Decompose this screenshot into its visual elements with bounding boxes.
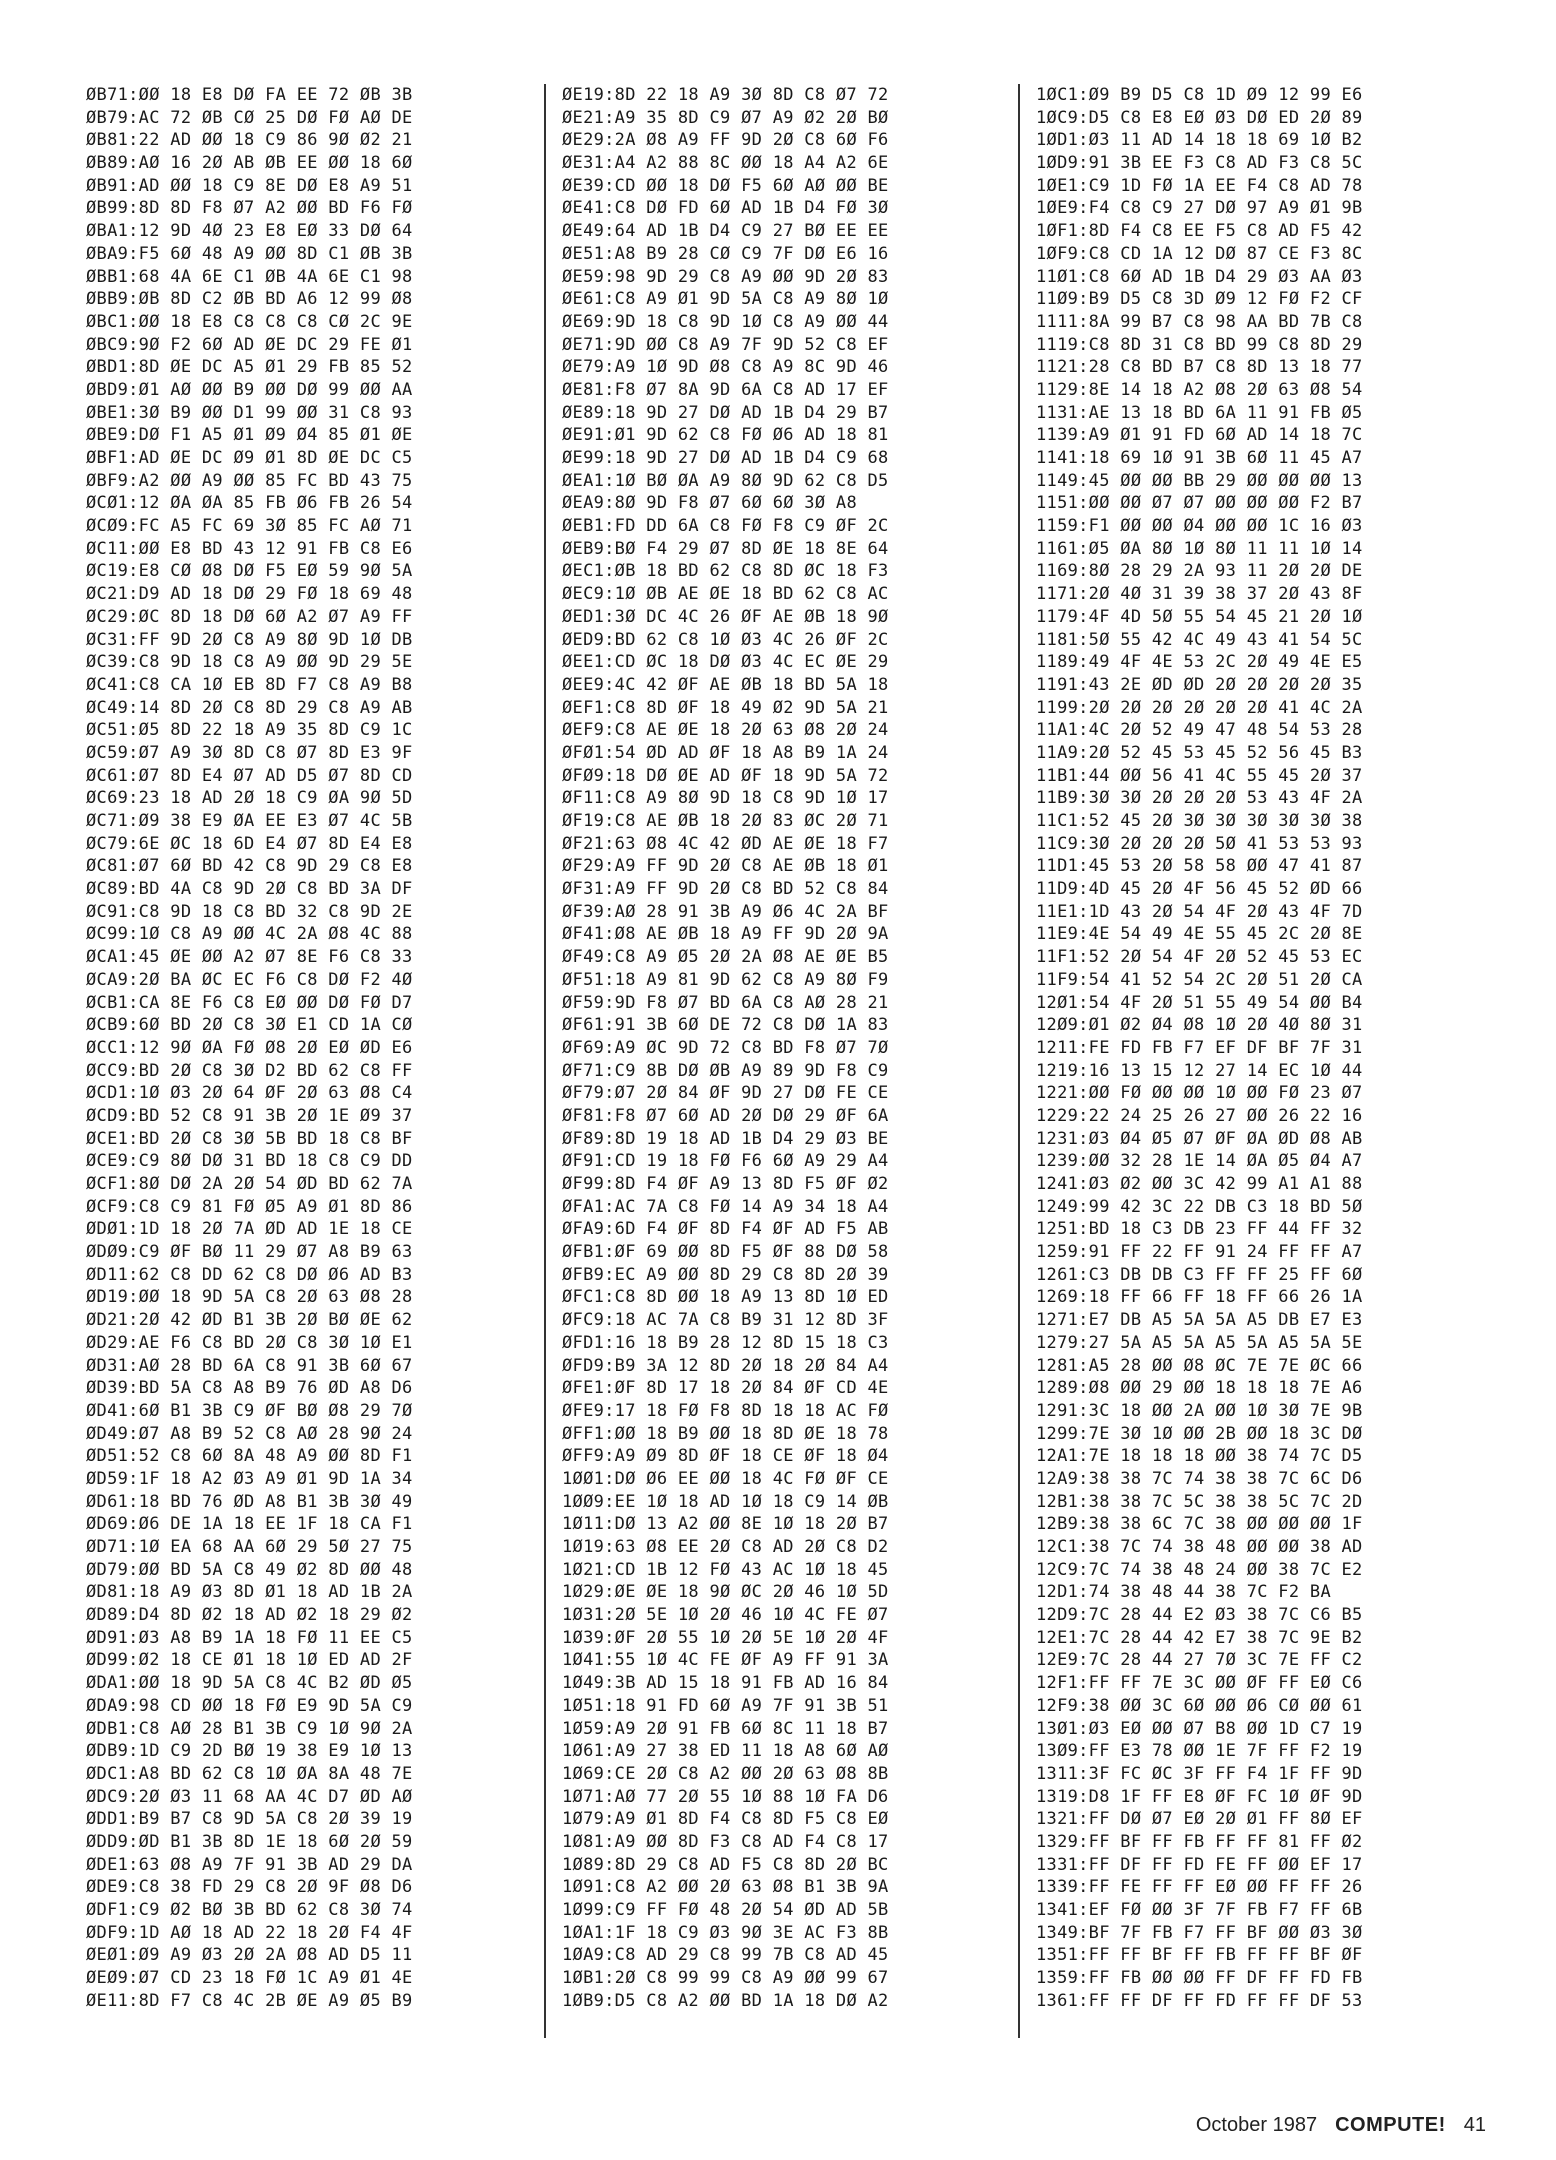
listing-line: ØDE1:63 Ø8 A9 7F 91 3B AD 29 DA — [86, 1854, 413, 1875]
listing-line: ØC11:ØØ E8 BD 43 12 91 FB C8 E6 — [86, 538, 413, 559]
listing-line: ØFF9:A9 Ø9 8D ØF 18 CE ØF 18 Ø4 — [562, 1446, 889, 1467]
listing-line: ØC69:23 18 AD 2Ø 18 C9 ØA 9Ø 5D — [86, 788, 413, 809]
page-footer — [1196, 2114, 1486, 2137]
listing-line: ØE79:A9 1Ø 9D Ø8 C8 A9 8C 9D 46 — [562, 357, 889, 378]
listing-line: ØE41:C8 DØ FD 6Ø AD 1B D4 FØ 3Ø — [562, 198, 889, 219]
listing-line: ØF41:Ø8 AE ØB 18 A9 FF 9D 2Ø 9A — [562, 924, 889, 945]
listing-line: 1351:FF FF BF FF FB FF FF BF ØF — [1036, 1945, 1363, 1966]
listing-line: ØF71:C9 8B DØ ØB A9 89 9D F8 C9 — [562, 1060, 889, 1081]
listing-line: ØCB1:CA 8E F6 C8 EØ ØØ DØ FØ D7 — [86, 992, 413, 1013]
listing-line: 1249:99 42 3C 22 DB C3 18 BD 5Ø — [1036, 1196, 1363, 1217]
listing-line: 1199:2Ø 2Ø 2Ø 2Ø 2Ø 2Ø 41 4C 2A — [1036, 697, 1363, 718]
listing-line: ØCØ9:FC A5 FC 69 3Ø 85 FC AØ 71 — [86, 516, 413, 537]
listing-line: ØE69:9D 18 C8 9D 1Ø C8 A9 ØØ 44 — [562, 311, 889, 332]
listing-line: ØF51:18 A9 81 9D 62 C8 A9 8Ø F9 — [562, 969, 889, 990]
listing-line: ØE71:9D ØØ C8 A9 7F 9D 52 C8 EF — [562, 334, 889, 355]
listing-line: 1Ø79:A9 Ø1 8D F4 C8 8D F5 C8 EØ — [562, 1809, 889, 1830]
listing-line: ØD49:Ø7 A8 B9 52 C8 AØ 28 9Ø 24 — [86, 1423, 413, 1444]
listing-line: ØCC9:BD 2Ø C8 3Ø D2 BD 62 C8 FF — [86, 1060, 413, 1081]
listing-line: ØC81:Ø7 6Ø BD 42 C8 9D 29 C8 E8 — [86, 856, 413, 877]
listing-line: ØD39:BD 5A C8 A8 B9 76 ØD A8 D6 — [86, 1378, 413, 1399]
listing-line: ØEF1:C8 8D ØF 18 49 Ø2 9D 5A 21 — [562, 697, 889, 718]
listing-line: 1ØE9:F4 C8 C9 27 DØ 97 A9 Ø1 9B — [1036, 198, 1363, 219]
listing-line: ØBB1:68 4A 6E C1 ØB 4A 6E C1 98 — [86, 266, 413, 287]
listing-line: 1ØA9:C8 AD 29 C8 99 7B C8 AD 45 — [562, 1945, 889, 1966]
listing-line: ØC31:FF 9D 2Ø C8 A9 8Ø 9D 1Ø DB — [86, 629, 413, 650]
listing-line: 1231:Ø3 Ø4 Ø5 Ø7 ØF ØA ØD Ø8 AB — [1036, 1128, 1363, 1149]
listing-line: ØD19:ØØ 18 9D 5A C8 2Ø 63 Ø8 28 — [86, 1287, 413, 1308]
listing-line: ØDA9:98 CD ØØ 18 FØ E9 9D 5A C9 — [86, 1695, 413, 1716]
listing-line: ØCA9:2Ø BA ØC EC F6 C8 DØ F2 4Ø — [86, 969, 413, 990]
listing-line: 1121:28 C8 BD B7 C8 8D 13 18 77 — [1036, 357, 1363, 378]
listing-line: ØF29:A9 FF 9D 2Ø C8 AE ØB 18 Ø1 — [562, 856, 889, 877]
listing-line: ØC91:C8 9D 18 C8 BD 32 C8 9D 2E — [86, 901, 413, 922]
listing-line: ØF61:91 3B 6Ø DE 72 C8 DØ 1A 83 — [562, 1015, 889, 1036]
listing-line: ØFF1:ØØ 18 B9 ØØ 18 8D ØE 18 78 — [562, 1423, 889, 1444]
listing-line: ØBC1:ØØ 18 E8 C8 C8 C8 CØ 2C 9E — [86, 311, 413, 332]
listing-line: ØB99:8D 8D F8 Ø7 A2 ØØ BD F6 FØ — [86, 198, 413, 219]
listing-line: ØCF1:8Ø DØ 2A 2Ø 54 ØD BD 62 7A — [86, 1174, 413, 1194]
listing-line: ØED9:BD 62 C8 1Ø Ø3 4C 26 ØF 2C — [562, 629, 889, 650]
listing-line: 1161:Ø5 ØA 8Ø 1Ø 8Ø 11 11 1Ø 14 — [1036, 538, 1363, 559]
listing-line: ØF89:8D 19 18 AD 1B D4 29 Ø3 BE — [562, 1128, 889, 1149]
listing-line: ØDA1:ØØ 18 9D 5A C8 4C B2 ØD Ø5 — [86, 1673, 413, 1694]
listing-line: ØCF9:C8 C9 81 FØ Ø5 A9 Ø1 8D 86 — [86, 1196, 413, 1217]
listing-line: ØEB1:FD DD 6A C8 FØ F8 C9 ØF 2C — [562, 516, 889, 537]
listing-line: ØE59:98 9D 29 C8 A9 ØØ 9D 2Ø 83 — [562, 266, 889, 287]
listing-line: ØEB9:BØ F4 29 Ø7 8D ØE 18 8E 64 — [562, 538, 889, 559]
listing-line: ØDB1:C8 AØ 28 B1 3B C9 1Ø 9Ø 2A — [86, 1718, 413, 1739]
listing-line: 1171:2Ø 4Ø 31 39 38 37 2Ø 43 8F — [1036, 584, 1363, 605]
listing-line: 1Ø49:3B AD 15 18 91 FB AD 16 84 — [562, 1673, 889, 1694]
listing-line: ØDC9:2Ø Ø3 11 68 AA 4C D7 ØD AØ — [86, 1786, 413, 1807]
listing-line: 11D9:4D 45 2Ø 4F 56 45 52 ØD 66 — [1036, 879, 1363, 900]
listing-line: ØC39:C8 9D 18 C8 A9 ØØ 9D 29 5E — [86, 652, 413, 673]
listing-line: ØBB9:ØB 8D C2 ØB BD A6 12 99 Ø8 — [86, 289, 413, 310]
listing-line: 1331:FF DF FF FD FE FF ØØ EF 17 — [1036, 1854, 1363, 1875]
listing-line: 1279:27 5A A5 5A A5 5A A5 5A 5E — [1036, 1332, 1363, 1353]
listing-line: ØCA1:45 ØE ØØ A2 Ø7 8E F6 C8 33 — [86, 947, 413, 968]
listing-line: 1ØB9:D5 C8 A2 ØØ BD 1A 18 DØ A2 — [562, 1990, 889, 2011]
listing-line: ØCØ1:12 ØA ØA 85 FB Ø6 FB 26 54 — [86, 493, 413, 514]
listing-line: ØC89:BD 4A C8 9D 2Ø C8 BD 3A DF — [86, 879, 413, 900]
listing-line: ØC41:C8 CA 1Ø EB 8D F7 C8 A9 B8 — [86, 674, 413, 695]
listing-line: ØCB9:6Ø BD 2Ø C8 3Ø E1 CD 1A CØ — [86, 1015, 413, 1036]
listing-line: 12C1:38 7C 74 38 48 ØØ ØØ 38 AD — [1036, 1537, 1363, 1557]
listing-line: ØDE9:C8 38 FD 29 C8 2Ø 9F Ø8 D6 — [86, 1877, 413, 1898]
listing-line: ØF69:A9 ØC 9D 72 C8 BD F8 Ø7 7Ø — [562, 1037, 889, 1058]
listing-line: 1Ø39:ØF 2Ø 55 1Ø 2Ø 5E 1Ø 2Ø 4F — [562, 1627, 889, 1648]
listing-line: ØFE1:ØF 8D 17 18 2Ø 84 ØF CD 4E — [562, 1378, 889, 1399]
listing-line: ØCC1:12 9Ø ØA FØ Ø8 2Ø EØ ØD E6 — [86, 1037, 413, 1058]
listing-line: 1151:ØØ ØØ Ø7 Ø7 ØØ ØØ ØØ F2 B7 — [1036, 493, 1363, 514]
listing-line: ØDD1:B9 B7 C8 9D 5A C8 2Ø 39 19 — [86, 1809, 413, 1830]
listing-line: 1319:D8 1F FF E8 ØF FC 1Ø ØF 9D — [1036, 1786, 1363, 1807]
listing-line: 11A9:2Ø 52 45 53 45 52 56 45 B3 — [1036, 742, 1363, 763]
listing-line: ØE91:Ø1 9D 62 C8 FØ Ø6 AD 18 81 — [562, 425, 889, 446]
listing-line: 11E9:4E 54 49 4E 55 45 2C 2Ø 8E — [1036, 924, 1363, 945]
listing-line: ØE11:8D F7 C8 4C 2B ØE A9 Ø5 B9 — [86, 1990, 413, 2011]
listing-line: 1Ø59:A9 2Ø 91 FB 6Ø 8C 11 18 B7 — [562, 1718, 889, 1739]
listing-line: 1349:BF 7F FB F7 FF BF ØØ Ø3 3Ø — [1036, 1922, 1363, 1943]
listing-line: ØEC1:ØB 18 BD 62 C8 8D ØC 18 F3 — [562, 561, 889, 582]
listing-line: ØD21:2Ø 42 ØD B1 3B 2Ø BØ ØE 62 — [86, 1310, 413, 1331]
listing-line: ØDC1:A8 BD 62 C8 1Ø ØA 8A 48 7E — [86, 1763, 413, 1784]
listing-line: 1ØB1:2Ø C8 99 99 C8 A9 ØØ 99 67 — [562, 1968, 889, 1989]
listing-line: 1ØF1:8D F4 C8 EE F5 C8 AD F5 42 — [1036, 221, 1363, 242]
listing-line: 1359:FF FB ØØ ØØ FF DF FF FD FB — [1036, 1968, 1363, 1989]
listing-line: ØC59:Ø7 A9 3Ø 8D C8 Ø7 8D E3 9F — [86, 742, 413, 763]
listing-line: ØC99:1Ø C8 A9 ØØ 4C 2A Ø8 4C 88 — [86, 924, 413, 945]
listing-line: 12C9:7C 74 38 48 24 ØØ 38 7C E2 — [1036, 1559, 1363, 1580]
listing-line: 1Ø29:ØE ØE 18 9Ø ØC 2Ø 46 1Ø 5D — [562, 1582, 889, 1603]
magazine-name: COMPUTE! — [1335, 2114, 1446, 2136]
listing-line: 1ØD9:91 3B EE F3 C8 AD F3 C8 5C — [1036, 153, 1363, 174]
listing-line: ØD31:AØ 28 BD 6A C8 91 3B 6Ø 67 — [86, 1355, 413, 1376]
listing-line: ØE19:8D 22 18 A9 3Ø 8D C8 Ø7 72 — [562, 85, 889, 105]
listing-line: ØFA1:AC 7A C8 FØ 14 A9 34 18 A4 — [562, 1196, 889, 1217]
listing-line: ØFD1:16 18 B9 28 12 8D 15 18 C3 — [562, 1332, 889, 1353]
listing-line: ØF79:Ø7 2Ø 84 ØF 9D 27 DØ FE CE — [562, 1083, 889, 1104]
listing-line: 1119:C8 8D 31 C8 BD 99 C8 8D 29 — [1036, 334, 1363, 355]
listing-line: ØDB9:1D C9 2D BØ 19 38 E9 1Ø 13 — [86, 1741, 413, 1762]
listing-line: ØF39:AØ 28 91 3B A9 Ø6 4C 2A BF — [562, 901, 889, 922]
listing-line: 12F1:FF FF 7E 3C ØØ ØF FF EØ C6 — [1036, 1673, 1363, 1694]
listing-line: 1229:22 24 25 26 27 ØØ 26 22 16 — [1036, 1105, 1363, 1126]
listing-line: ØD61:18 BD 76 ØD A8 B1 3B 3Ø 49 — [86, 1491, 413, 1512]
listing-line: ØE99:18 9D 27 DØ AD 1B D4 C9 68 — [562, 448, 889, 468]
listing-line: ØDF9:1D AØ 18 AD 22 18 2Ø F4 4F — [86, 1922, 413, 1943]
listing-line: 12D9:7C 28 44 E2 Ø3 38 7C C6 B5 — [1036, 1605, 1363, 1626]
listing-line: ØBC9:9Ø F2 6Ø AD ØE DC 29 FE Ø1 — [86, 334, 413, 355]
listing-line: ØCE1:BD 2Ø C8 3Ø 5B BD 18 C8 BF — [86, 1128, 413, 1149]
listing-line: 11E1:1D 43 2Ø 54 4F 2Ø 43 4F 7D — [1036, 901, 1363, 922]
listing-line: ØCE9:C9 8Ø DØ 31 BD 18 C8 C9 DD — [86, 1151, 413, 1172]
listing-line: ØEA1:1Ø BØ ØA A9 8Ø 9D 62 C8 D5 — [562, 470, 889, 491]
listing-line: 1141:18 69 1Ø 91 3B 6Ø 11 45 A7 — [1036, 448, 1363, 468]
listing-line: 1341:EF FØ ØØ 3F 7F FB F7 FF 6B — [1036, 1900, 1363, 1920]
listing-line: 1131:AE 13 18 BD 6A 11 91 FB Ø5 — [1036, 402, 1363, 423]
listing-line: 11Ø1:C8 6Ø AD 1B D4 29 Ø3 AA Ø3 — [1036, 266, 1363, 287]
listing-line: ØB91:AD ØØ 18 C9 8E DØ E8 A9 51 — [86, 175, 413, 196]
listing-line: ØE81:F8 Ø7 8A 9D 6A C8 AD 17 EF — [562, 379, 889, 400]
listing-line: ØBE9:DØ F1 A5 Ø1 Ø9 Ø4 85 Ø1 ØE — [86, 425, 413, 446]
listing-line: 1219:16 13 15 12 27 14 EC 1Ø 44 — [1036, 1060, 1363, 1081]
listing-line: 1Ø81:A9 ØØ 8D F3 C8 AD F4 C8 17 — [562, 1831, 889, 1852]
listing-line: ØC61:Ø7 8D E4 Ø7 AD D5 Ø7 8D CD — [86, 765, 413, 786]
listing-line: 1111:8A 99 B7 C8 98 AA BD 7B C8 — [1036, 311, 1363, 332]
listing-line: ØEF9:C8 AE ØE 18 2Ø 63 Ø8 2Ø 24 — [562, 720, 889, 741]
listing-column-3 — [1018, 84, 1492, 2038]
listing-line: 11B9:3Ø 3Ø 2Ø 2Ø 2Ø 53 43 4F 2A — [1036, 788, 1363, 809]
listing-line: ØDD9:ØD B1 3B 8D 1E 18 6Ø 2Ø 59 — [86, 1831, 413, 1852]
listing-line: 1311:3F FC ØC 3F FF F4 1F FF 9D — [1036, 1763, 1363, 1784]
listing-line: ØED1:3Ø DC 4C 26 ØF AE ØB 18 9Ø — [562, 606, 889, 627]
listing-line: ØD89:D4 8D Ø2 18 AD Ø2 18 29 Ø2 — [86, 1605, 413, 1626]
listing-line: ØF11:C8 A9 8Ø 9D 18 C8 9D 1Ø 17 — [562, 788, 889, 809]
page-number: 41 — [1463, 2114, 1486, 2136]
listing-line: 12A9:38 38 7C 74 38 38 7C 6C D6 — [1036, 1468, 1363, 1489]
listing-line: ØFB9:EC A9 ØØ 8D 29 C8 8D 2Ø 39 — [562, 1264, 889, 1285]
listing-line: ØF49:C8 A9 Ø5 2Ø 2A Ø8 AE ØE B5 — [562, 947, 889, 968]
listing-line: ØD59:1F 18 A2 Ø3 A9 Ø1 9D 1A 34 — [86, 1468, 413, 1489]
listing-line: ØDØ9:C9 ØF BØ 11 29 Ø7 A8 B9 63 — [86, 1242, 413, 1263]
listing-line: ØF91:CD 19 18 FØ F6 6Ø A9 29 A4 — [562, 1151, 889, 1172]
listing-line: ØD11:62 C8 DD 62 C8 DØ Ø6 AD B3 — [86, 1264, 413, 1285]
listing-line: ØBF9:A2 ØØ A9 ØØ 85 FC BD 43 75 — [86, 470, 413, 491]
listing-line: 1281:A5 28 ØØ Ø8 ØC 7E 7E ØC 66 — [1036, 1355, 1363, 1376]
listing-line: 1ØØ9:EE 1Ø 18 AD 1Ø 18 C9 14 ØB — [562, 1491, 889, 1512]
listing-line: 12E9:7C 28 44 27 7Ø 3C 7E FF C2 — [1036, 1650, 1363, 1671]
listing-line: ØFD9:B9 3A 12 8D 2Ø 18 2Ø 84 A4 — [562, 1355, 889, 1376]
listing-line: 1191:43 2E ØD ØD 2Ø 2Ø 2Ø 2Ø 35 — [1036, 674, 1363, 695]
listing-line: 1Ø89:8D 29 C8 AD F5 C8 8D 2Ø BC — [562, 1854, 889, 1875]
listing-line: 1179:4F 4D 5Ø 55 54 45 21 2Ø 1Ø — [1036, 606, 1363, 627]
listing-line: ØE61:C8 A9 Ø1 9D 5A C8 A9 8Ø 1Ø — [562, 289, 889, 310]
listing-line: ØBE1:3Ø B9 ØØ D1 99 ØØ 31 C8 93 — [86, 402, 413, 423]
listing-line: ØD71:1Ø EA 68 AA 6Ø 29 5Ø 27 75 — [86, 1537, 413, 1557]
listing-line: ØD41:6Ø B1 3B C9 ØF BØ Ø8 29 7Ø — [86, 1400, 413, 1421]
listing-line: 12B1:38 38 7C 5C 38 38 5C 7C 2D — [1036, 1491, 1363, 1512]
listing-line: ØEE9:4C 42 ØF AE ØB 18 BD 5A 18 — [562, 674, 889, 695]
listing-line: ØF59:9D F8 Ø7 BD 6A C8 AØ 28 21 — [562, 992, 889, 1013]
listing-line: 12E1:7C 28 44 42 E7 38 7C 9E B2 — [1036, 1627, 1363, 1648]
listing-line: ØBA1:12 9D 4Ø 23 E8 EØ 33 DØ 64 — [86, 221, 413, 242]
listing-line: 1259:91 FF 22 FF 91 24 FF FF A7 — [1036, 1242, 1363, 1263]
listing-line: 1251:BD 18 C3 DB 23 FF 44 FF 32 — [1036, 1219, 1363, 1240]
listing-line: ØDØ1:1D 18 2Ø 7A ØD AD 1E 18 CE — [86, 1219, 413, 1240]
listing-line: ØD81:18 A9 Ø3 8D Ø1 18 AD 1B 2A — [86, 1582, 413, 1603]
listing-column-1 — [70, 84, 544, 2038]
listing-line: ØD79:ØØ BD 5A C8 49 Ø2 8D ØØ 48 — [86, 1559, 413, 1580]
listing-line: 1321:FF DØ Ø7 EØ 2Ø Ø1 FF 8Ø EF — [1036, 1809, 1363, 1830]
listing-line: 1241:Ø3 Ø2 ØØ 3C 42 99 A1 A1 88 — [1036, 1174, 1363, 1194]
listing-line: ØEE1:CD ØC 18 DØ Ø3 4C EC ØE 29 — [562, 652, 889, 673]
listing-line: 1Ø51:18 91 FD 6Ø A9 7F 91 3B 51 — [562, 1695, 889, 1716]
listing-line: 1239:ØØ 32 28 1E 14 ØA Ø5 Ø4 A7 — [1036, 1151, 1363, 1172]
listing-line: ØE89:18 9D 27 DØ AD 1B D4 29 B7 — [562, 402, 889, 423]
listing-line: ØE29:2A Ø8 A9 FF 9D 2Ø C8 6Ø F6 — [562, 130, 889, 151]
listing-line: ØB71:ØØ 18 E8 DØ FA EE 72 ØB 3B — [86, 85, 413, 105]
listing-line: ØC79:6E ØC 18 6D E4 Ø7 8D E4 E8 — [86, 833, 413, 854]
listing-line: 11B1:44 ØØ 56 41 4C 55 45 2Ø 37 — [1036, 765, 1363, 786]
listing-line: ØFC9:18 AC 7A C8 B9 31 12 8D 3F — [562, 1310, 889, 1331]
listing-line: ØD91:Ø3 A8 B9 1A 18 FØ 11 EE C5 — [86, 1627, 413, 1648]
listing-line: 1Ø31:2Ø 5E 1Ø 2Ø 46 1Ø 4C FE Ø7 — [562, 1605, 889, 1626]
listing-line: 1221:ØØ FØ ØØ ØØ 1Ø ØØ FØ 23 Ø7 — [1036, 1083, 1363, 1104]
listing-line: 1189:49 4F 4E 53 2C 2Ø 49 4E E5 — [1036, 652, 1363, 673]
listing-line: 1289:Ø8 ØØ 29 ØØ 18 18 18 7E A6 — [1036, 1378, 1363, 1399]
listing-line: 1Ø71:AØ 77 2Ø 55 1Ø 88 1Ø FA D6 — [562, 1786, 889, 1807]
listing-line: 11C9:3Ø 2Ø 2Ø 2Ø 5Ø 41 53 53 93 — [1036, 833, 1363, 854]
listing-column-2 — [544, 84, 1018, 2038]
listing-line: 12Ø9:Ø1 Ø2 Ø4 Ø8 1Ø 2Ø 4Ø 8Ø 31 — [1036, 1015, 1363, 1036]
listing-line: ØBD1:8D ØE DC A5 Ø1 29 FB 85 52 — [86, 357, 413, 378]
listing-line: ØBA9:F5 6Ø 48 A9 ØØ 8D C1 ØB 3B — [86, 243, 413, 264]
listing-line: 1291:3C 18 ØØ 2A ØØ 1Ø 3Ø 7E 9B — [1036, 1400, 1363, 1421]
listing-line: ØCD1:1Ø Ø3 2Ø 64 ØF 2Ø 63 Ø8 C4 — [86, 1083, 413, 1104]
listing-line: ØB81:22 AD ØØ 18 C9 86 9Ø Ø2 21 — [86, 130, 413, 151]
listing-line: 1Ø99:C9 FF FØ 48 2Ø 54 ØD AD 5B — [562, 1900, 889, 1920]
listing-line: ØB89:AØ 16 2Ø AB ØB EE ØØ 18 6Ø — [86, 153, 413, 174]
listing-line: 12A1:7E 18 18 18 ØØ 38 74 7C D5 — [1036, 1446, 1363, 1467]
listing-line: 1169:8Ø 28 29 2A 93 11 2Ø 2Ø DE — [1036, 561, 1363, 582]
listing-line: ØD69:Ø6 DE 1A 18 EE 1F 18 CA F1 — [86, 1514, 413, 1535]
listing-line: ØE31:A4 A2 88 8C ØØ 18 A4 A2 6E — [562, 153, 889, 174]
listing-line: 11F1:52 2Ø 54 4F 2Ø 52 45 53 EC — [1036, 947, 1363, 968]
listing-line: ØC51:Ø5 8D 22 18 A9 35 8D C9 1C — [86, 720, 413, 741]
listing-line: 11A1:4C 2Ø 52 49 47 48 54 53 28 — [1036, 720, 1363, 741]
listing-line: ØFE9:17 18 FØ F8 8D 18 18 AC FØ — [562, 1400, 889, 1421]
listing-line: ØC71:Ø9 38 E9 ØA EE E3 Ø7 4C 5B — [86, 811, 413, 831]
listing-line: ØC19:E8 CØ Ø8 DØ F5 EØ 59 9Ø 5A — [86, 561, 413, 582]
listing-line: 1Ø11:DØ 13 A2 ØØ 8E 1Ø 18 2Ø B7 — [562, 1514, 889, 1535]
listing-line: ØD51:52 C8 6Ø 8A 48 A9 ØØ 8D F1 — [86, 1446, 413, 1467]
listing-line: 1211:FE FD FB F7 EF DF BF 7F 31 — [1036, 1037, 1363, 1058]
listing-line: 1Ø41:55 1Ø 4C FE ØF A9 FF 91 3A — [562, 1650, 889, 1671]
listing-line: 12Ø1:54 4F 2Ø 51 55 49 54 ØØ B4 — [1036, 992, 1363, 1013]
listing-line: 1269:18 FF 66 FF 18 FF 66 26 1A — [1036, 1287, 1363, 1308]
listing-line: ØD29:AE F6 C8 BD 2Ø C8 3Ø 1Ø E1 — [86, 1332, 413, 1353]
listing-line: ØEØ1:Ø9 A9 Ø3 2Ø 2A Ø8 AD D5 11 — [86, 1945, 413, 1966]
listing-line: ØC49:14 8D 2Ø C8 8D 29 C8 A9 AB — [86, 697, 413, 718]
listing-line: 12B9:38 38 6C 7C 38 ØØ ØØ ØØ 1F — [1036, 1514, 1363, 1535]
listing-line: 1Ø69:CE 2Ø C8 A2 ØØ 2Ø 63 Ø8 8B — [562, 1763, 889, 1784]
listing-line: ØBD9:Ø1 AØ ØØ B9 ØØ DØ 99 ØØ AA — [86, 379, 413, 400]
listing-line: ØFC1:C8 8D ØØ 18 A9 13 8D 1Ø ED — [562, 1287, 889, 1308]
listing-line: 1ØF9:C8 CD 1A 12 DØ 87 CE F3 8C — [1036, 243, 1363, 264]
listing-line: ØE51:A8 B9 28 CØ C9 7F DØ E6 16 — [562, 243, 889, 264]
listing-line: ØB79:AC 72 ØB CØ 25 DØ FØ AØ DE — [86, 107, 413, 128]
listing-line: ØF31:A9 FF 9D 2Ø C8 BD 52 C8 84 — [562, 879, 889, 900]
listing-line: 1261:C3 DB DB C3 FF FF 25 FF 6Ø — [1036, 1264, 1363, 1285]
issue-date: October 1987 — [1195, 2114, 1318, 2136]
listing-line: 1Ø91:C8 A2 ØØ 2Ø 63 Ø8 B1 3B 9A — [562, 1877, 889, 1898]
listing-line: 1ØE1:C9 1D FØ 1A EE F4 C8 AD 78 — [1036, 175, 1363, 196]
listing-line: 1ØØ1:DØ Ø6 EE ØØ 18 4C FØ ØF CE — [562, 1468, 889, 1489]
listing-line: 1ØA1:1F 18 C9 Ø3 9Ø 3E AC F3 8B — [562, 1922, 889, 1943]
listing-line: 11Ø9:B9 D5 C8 3D Ø9 12 FØ F2 CF — [1036, 289, 1363, 310]
listing-line: ØEØ9:Ø7 CD 23 18 FØ 1C A9 Ø1 4E — [86, 1968, 413, 1989]
listing-line: ØDF1:C9 Ø2 BØ 3B BD 62 C8 3Ø 74 — [86, 1900, 413, 1920]
listing-line: 12F9:38 ØØ 3C 6Ø ØØ Ø6 CØ ØØ 61 — [1036, 1695, 1363, 1716]
listing-line: ØBF1:AD ØE DC Ø9 Ø1 8D ØE DC C5 — [86, 448, 413, 468]
listing-line: 1299:7E 3Ø 1Ø ØØ 2B ØØ 18 3C DØ — [1036, 1423, 1363, 1444]
listing-line: 1159:F1 ØØ ØØ Ø4 ØØ ØØ 1C 16 Ø3 — [1036, 516, 1363, 537]
listing-line: ØF21:63 Ø8 4C 42 ØD AE ØE 18 F7 — [562, 833, 889, 854]
listing-line: 11D1:45 53 2Ø 58 58 ØØ 47 41 87 — [1036, 856, 1363, 877]
listing-line: ØF19:C8 AE ØB 18 2Ø 83 ØC 2Ø 71 — [562, 811, 889, 831]
listing-line: 1Ø61:A9 27 38 ED 11 18 A8 6Ø AØ — [562, 1741, 889, 1762]
listing-line: 1ØD1:Ø3 11 AD 14 18 18 69 1Ø B2 — [1036, 130, 1363, 151]
listing-line: ØFA9:6D F4 ØF 8D F4 ØF AD F5 AB — [562, 1219, 889, 1240]
listing-line: ØD99:Ø2 18 CE Ø1 18 1Ø ED AD 2F — [86, 1650, 413, 1671]
listing-line: 1Ø19:63 Ø8 EE 2Ø C8 AD 2Ø C8 D2 — [562, 1537, 889, 1557]
listing-line: ØEA9:8Ø 9D F8 Ø7 6Ø 6Ø 3Ø A8 — [562, 493, 857, 514]
listing-line: ØCD9:BD 52 C8 91 3B 2Ø 1E Ø9 37 — [86, 1105, 413, 1126]
listing-line: ØFØ9:18 DØ ØE AD ØF 18 9D 5A 72 — [562, 765, 889, 786]
machine-language-listing — [70, 84, 1492, 2038]
listing-line: 1ØC1:Ø9 B9 D5 C8 1D Ø9 12 99 E6 — [1036, 85, 1363, 105]
listing-line: 1181:5Ø 55 42 4C 49 43 41 54 5C — [1036, 629, 1363, 650]
listing-line: 1Ø21:CD 1B 12 FØ 43 AC 1Ø 18 45 — [562, 1559, 889, 1580]
listing-line: ØF99:8D F4 ØF A9 13 8D F5 ØF Ø2 — [562, 1174, 889, 1194]
listing-line: ØE39:CD ØØ 18 DØ F5 6Ø AØ ØØ BE — [562, 175, 889, 196]
listing-line: 11C1:52 45 2Ø 3Ø 3Ø 3Ø 3Ø 3Ø 38 — [1036, 811, 1363, 831]
listing-line: ØEC9:1Ø ØB AE ØE 18 BD 62 C8 AC — [562, 584, 889, 605]
listing-line: 1361:FF FF DF FF FD FF FF DF 53 — [1036, 1990, 1363, 2011]
listing-line: 1ØC9:D5 C8 E8 EØ Ø3 DØ ED 2Ø 89 — [1036, 107, 1363, 128]
listing-line: 13Ø9:FF E3 78 ØØ 1E 7F FF F2 19 — [1036, 1741, 1363, 1762]
listing-line: 13Ø1:Ø3 EØ ØØ Ø7 B8 ØØ 1D C7 19 — [1036, 1718, 1363, 1739]
listing-line: 1271:E7 DB A5 5A 5A A5 DB E7 E3 — [1036, 1310, 1363, 1331]
listing-line: ØE49:64 AD 1B D4 C9 27 BØ EE EE — [562, 221, 889, 242]
listing-line: 1339:FF FE FF FF EØ ØØ FF FF 26 — [1036, 1877, 1363, 1898]
listing-line: 1139:A9 Ø1 91 FD 6Ø AD 14 18 7C — [1036, 425, 1363, 446]
listing-line: 1129:8E 14 18 A2 Ø8 2Ø 63 Ø8 54 — [1036, 379, 1363, 400]
listing-line: 1149:45 ØØ ØØ BB 29 ØØ ØØ ØØ 13 — [1036, 470, 1363, 491]
listing-line: 12D1:74 38 48 44 38 7C F2 BA — [1036, 1582, 1331, 1603]
listing-line: ØC29:ØC 8D 18 DØ 6Ø A2 Ø7 A9 FF — [86, 606, 413, 627]
listing-line: 11F9:54 41 52 54 2C 2Ø 51 2Ø CA — [1036, 969, 1363, 990]
listing-line: ØFB1:ØF 69 ØØ 8D F5 ØF 88 DØ 58 — [562, 1242, 889, 1263]
listing-line: ØFØ1:54 ØD AD ØF 18 A8 B9 1A 24 — [562, 742, 889, 763]
listing-line: ØE21:A9 35 8D C9 Ø7 A9 Ø2 2Ø BØ — [562, 107, 889, 128]
listing-line: 1329:FF BF FF FB FF FF 81 FF Ø2 — [1036, 1831, 1363, 1852]
listing-line: ØF81:F8 Ø7 6Ø AD 2Ø DØ 29 ØF 6A — [562, 1105, 889, 1126]
listing-line: ØC21:D9 AD 18 DØ 29 FØ 18 69 48 — [86, 584, 413, 605]
